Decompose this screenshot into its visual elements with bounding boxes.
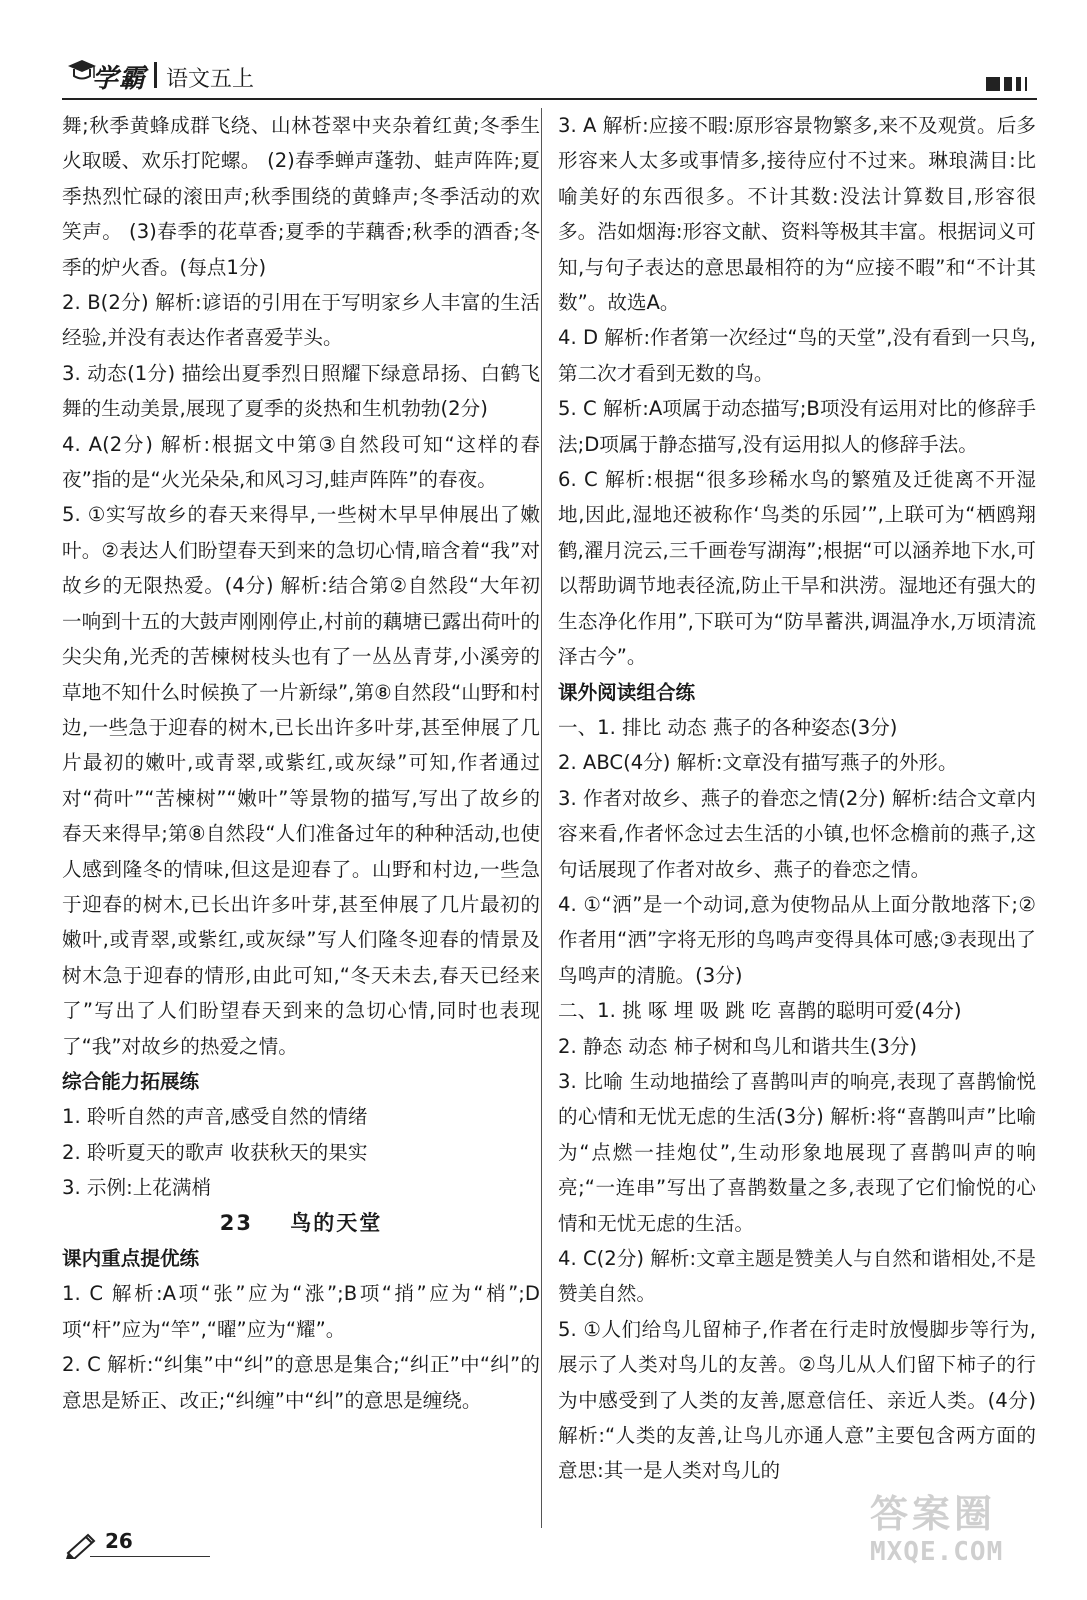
answer-paragraph: 1. C 解析:A项“张”应为“涨”;B项“捎”应为“梢”;D项“杆”应为“竿”,“曜”应为“耀”。	[62, 1282, 540, 1341]
answer-paragraph: 4. ①“洒”是一个动词,意为使物品从上面分散地落下;②作者用“洒”字将无形的鸟鸣声变得具体可感;③表现出了鸟鸣声的清脆。(3分)	[558, 892, 1036, 987]
answer-paragraph: 4. D 解析:作者第一次经过“鸟的天堂”,没有看到一只鸟,第二次才看到无数的鸟。	[558, 326, 1036, 385]
answer-paragraph: 2. B(2分) 解析:谚语的引用在于写明家乡人丰富的生活经验,并没有表达作者喜爱芋头。	[62, 291, 540, 350]
answer-paragraph: 4. C(2分) 解析:文章主题是赞美人与自然和谐相处,不是赞美自然。	[558, 1247, 1036, 1306]
answer-paragraph: 4. A(2分) 解析:根据文中第③自然段可知“这样的春夜”指的是“火光朵朵,和风习习,蛙声阵阵”的春夜。	[62, 432, 540, 492]
answer-paragraph: 2. 聆听夏天的歌声 收获秋天的果实	[62, 1140, 368, 1164]
answer-paragraph: 二、1. 挑 啄 埋 吸 跳 吃 喜鹊的聪明可爱(4分)	[558, 999, 962, 1023]
section-heading: 课外阅读组合练	[558, 680, 696, 704]
watermark-logo: 答案圈	[870, 1492, 997, 1536]
answer-paragraph: 3. 比喻 生动地描绘了喜鹊叫声的响亮,表现了喜鹊愉悦的心情和无忧无虑的生活(3分) 解析:将“喜鹊叫声”比喻为“点燃一挂炮仗”,生动形象地展现了喜鹊叫声的响亮;“一连串”写出了喜鹊数量之多,表现了它们愉悦的心情和无忧无虑的生活。	[558, 1069, 1036, 1235]
page-number: 26	[105, 1529, 133, 1553]
header-separator	[154, 62, 157, 88]
answer-paragraph: 3. 示例:上花满梢	[62, 1176, 212, 1200]
answer-paragraph: 6. C 解析:根据“很多珍稀水鸟的繁殖及迁徙离不开湿地,因此,湿地还被称作‘鸟类的乐园’”,上联可为“栖鸥翔鹤,濯月浣云,三千画卷写湖海”;根据“可以涵养地下水,可以帮助调节地表径流,防止干旱和洪涝。湿地还有强大的生态净化作用”,下联可为“防旱蓄洪,调温净水,万顷清流泽古今”。	[558, 468, 1036, 669]
answer-paragraph: 3. 作者对故乡、燕子的眷恋之情(2分) 解析:结合文章内容来看,作者怀念过去生活的小镇,也怀念檐前的燕子,这句话展现了作者对故乡、燕子的眷恋之情。	[558, 786, 1036, 881]
watermark	[870, 1492, 1060, 1582]
lesson-name: 鸟的天堂	[290, 1210, 383, 1235]
answer-paragraph: 3. 动态(1分) 描绘出夏季烈日照耀下绿意昂扬、白鹤飞舞的生动美景,展现了夏季的炎热和生机勃勃(2分)	[62, 361, 540, 421]
watermark-url: MXQE.COM	[870, 1537, 1004, 1567]
section-heading: 课内重点提优练	[62, 1247, 200, 1270]
lesson-number: 23	[219, 1210, 253, 1235]
lesson-title	[62, 1206, 540, 1241]
answer-paragraph: 5. ①人们给鸟儿留柿子,作者在行走时放慢脚步等行为,展示了人类对鸟儿的友善。②鸟儿从人们留下柿子的行为中感受到了人类的友善,愿意信任、亲近人类。(4分) 解析:“人类的友善,让鸟儿亦通人意”主要包含两方面的意思:其一是人类对鸟儿的	[558, 1317, 1036, 1483]
answer-paragraph: 5. C 解析:A项属于动态描写;B项没有运用对比的修辞手法;D项属于静态描写,没有运用拟人的修辞手法。	[558, 397, 1036, 456]
answer-paragraph: 2. ABC(4分) 解析:文章没有描写燕子的外形。	[558, 751, 958, 775]
footer-rule	[90, 1556, 210, 1557]
right-column	[558, 108, 1036, 1489]
answer-paragraph: 3. A 解析:应接不暇:原形容景物繁多,来不及观赏。后多形容来人太多或事情多,接待应付不过来。琳琅满目:比喻美好的东西很多。不计其数:没法计算数目,形容很多。浩如烟海:形容文献、资料等极其丰富。根据词义可知,与句子表达的意思最相符的为“应接不暇”和“不计其数”。故选A。	[558, 114, 1036, 315]
answer-paragraph: 1. 聆听自然的声音,感受自然的情绪	[62, 1105, 368, 1129]
left-column	[62, 108, 540, 1418]
pencil-icon	[64, 1531, 98, 1559]
answer-paragraph: 5. ①实写故乡的春天来得早,一些树木早早伸展出了嫩叶。②表达人们盼望春天到来的急切心情,暗含着“我”对故乡的无限热爱。(4分) 解析:结合第②自然段“大年初一响到十五的大鼓声刚刚停止,村前的藕塘已露出荷叶的尖尖角,光秃的苦楝树枝头也有了一丛丛青芽,小溪旁的草地不知什么时候换了一片新绿”,第⑧自然段“山野和村边,一些急于迎春的树木,已长出许多叶芽,甚至伸展了几片最初的嫩叶,或青翠,或紫红,或灰绿”可知,作者通过对“荷叶”“苦楝树”“嫩叶”等景物的描写,写出了故乡的春天来得早;第⑧自然段“人们准备过年的种种活动,也使人感到隆冬的情味,但这是迎春了。山野和村边,一些急于迎春的树木,已长出许多叶芽,甚至伸展了几片最初的嫩叶,或青翠,或紫红,或灰绿”写人们隆冬迎春的情景及树木急于迎春的情形,由此可知,“冬天未去,春天已经来了”写出了人们盼望春天到来的急切心情,同时也表现了“我”对故乡的热爱之情。	[62, 503, 540, 1058]
header-decoration	[986, 77, 1027, 91]
section-heading: 综合能力拓展练	[62, 1069, 200, 1093]
answer-paragraph: 一、1. 排比 动态 燕子的各种姿态(3分)	[558, 715, 898, 739]
page-header	[62, 52, 1037, 100]
brand-name: 学霸	[92, 64, 147, 94]
answer-paragraph: 2. C 解析:“纠集”中“纠”的意思是集合;“纠正”中“纠”的意思是矫正、改正;“纠缠”中“纠”的意思是缠绕。	[62, 1353, 540, 1412]
answer-paragraph: 舞;秋季黄蜂成群飞绕、山林苍翠中夹杂着红黄;冬季生火取暖、欢乐打陀螺。 (2)春季蝉声蓬勃、蛙声阵阵;夏季热烈忙碌的滚田声;秋季围绕的黄蜂声;冬季活动的欢笑声。 (3)春季的花草香;夏季的芋藕香;秋季的酒香;冬季的炉火香。(每点1分)	[62, 114, 540, 279]
answer-paragraph: 2. 静态 动态 柿子树和鸟儿和谐共生(3分)	[558, 1034, 918, 1058]
column-divider	[541, 108, 542, 1528]
book-title: 语文五上	[166, 67, 255, 92]
